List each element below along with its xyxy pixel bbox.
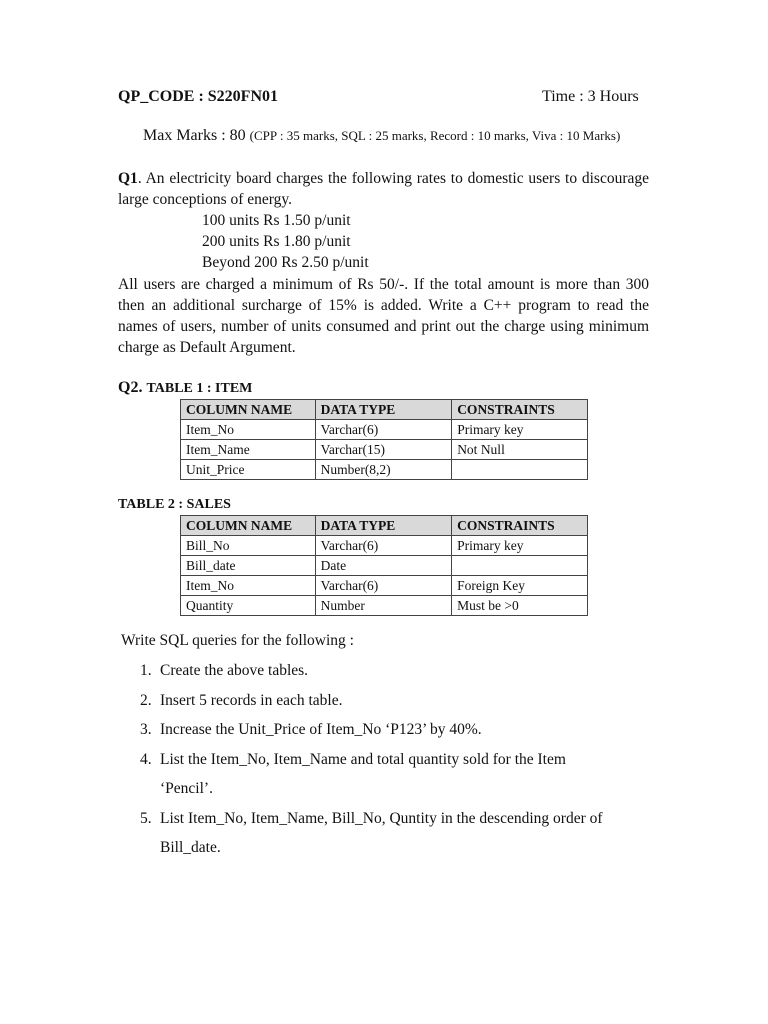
cell: Varchar(6) (315, 420, 452, 440)
sql-instruction: Write SQL queries for the following : (121, 632, 354, 649)
cell: Varchar(6) (315, 536, 452, 556)
header-constraints: CONSTRAINTS (452, 516, 588, 536)
q1-intro (118, 168, 649, 210)
header-column-name: COLUMN NAME (181, 400, 316, 420)
table-row (181, 420, 588, 440)
rate-2: 200 units Rs 1.80 p/unit (202, 233, 351, 250)
cell: Number(8,2) (315, 460, 452, 480)
header-data-type: DATA TYPE (315, 400, 452, 420)
query-number: 1. (140, 662, 152, 679)
table-header-row (181, 516, 588, 536)
q2-label: Q2. (118, 379, 143, 396)
cell: Item_No (181, 420, 316, 440)
query-text (160, 804, 603, 863)
cell: Date (315, 556, 452, 576)
max-marks: Max Marks : 80 (143, 127, 246, 144)
cell (452, 556, 588, 576)
cell: Varchar(15) (315, 440, 452, 460)
cell: Bill_No (181, 536, 316, 556)
cell: Item_Name (181, 440, 316, 460)
table-row (181, 536, 588, 556)
header-constraints: CONSTRAINTS (452, 400, 588, 420)
cell: Foreign Key (452, 576, 588, 596)
q1-body: All users are charged a minimum of Rs 50/-. If the total amount is more than 300 then an additional surcharge of 15% is added. Write a C++ program to read the names of users, number of units consumed and print out the charge using minimum charge as Default Argument. (118, 276, 649, 356)
query-line: Insert 5 records in each table. (160, 691, 343, 709)
q1-intro-text: . An electricity board charges the following rates to domestic users to discourage large conceptions of energy. (118, 170, 649, 208)
rate-3: Beyond 200 Rs 2.50 p/unit (202, 254, 369, 271)
query-text (160, 656, 308, 686)
cell: Bill_date (181, 556, 316, 576)
cell: Unit_Price (181, 460, 316, 480)
cell: Item_No (181, 576, 316, 596)
table-row (181, 460, 588, 480)
item-table (180, 399, 588, 480)
header-column-name: COLUMN NAME (181, 516, 316, 536)
qp-code: QP_CODE : S220FN01 (118, 88, 278, 105)
query-line: ‘Pencil’. (160, 780, 213, 797)
query-number: 3. (140, 721, 152, 738)
table-header-row (181, 400, 588, 420)
q1-label: Q1 (118, 170, 138, 187)
list-item (140, 804, 660, 863)
cell: Quantity (181, 596, 316, 616)
query-line: List Item_No, Item_Name, Bill_No, Quntity in the descending order of (160, 809, 603, 827)
table-row (181, 576, 588, 596)
cell (452, 460, 588, 480)
q2-heading (118, 379, 252, 397)
query-number: 2. (140, 691, 152, 709)
table-row (181, 596, 588, 616)
max-marks-line (143, 127, 620, 145)
cell: Varchar(6) (315, 576, 452, 596)
cell: Number (315, 596, 452, 616)
query-text (160, 715, 482, 745)
marks-breakdown: (CPP : 35 marks, SQL : 25 marks, Record : 10 marks, Viva : 10 Marks) (249, 128, 621, 143)
query-line: Bill_date. (160, 839, 221, 856)
table1-title: TABLE 1 : ITEM (146, 381, 253, 396)
header-data-type: DATA TYPE (315, 516, 452, 536)
rate-1: 100 units Rs 1.50 p/unit (202, 212, 351, 229)
list-item (140, 656, 660, 686)
table-row (181, 556, 588, 576)
query-line: Create the above tables. (160, 662, 309, 679)
query-line: List the Item_No, Item_Name and total quantity sold for the Item (160, 750, 566, 768)
cell: Primary key (452, 536, 588, 556)
list-item (140, 686, 660, 716)
query-text (160, 745, 566, 804)
query-line: Increase the Unit_Price of Item_No ‘P123’ by 40%. (160, 721, 482, 738)
cell: Must be >0 (452, 596, 588, 616)
sales-table (180, 515, 588, 616)
cell: Not Null (452, 440, 588, 460)
query-number: 4. (140, 750, 152, 768)
query-list (140, 656, 660, 863)
list-item (140, 715, 660, 745)
time-allowed: Time : 3 Hours (542, 88, 639, 105)
query-text (160, 686, 342, 716)
table-row (181, 440, 588, 460)
table2-title: TABLE 2 : SALES (118, 497, 231, 512)
list-item (140, 745, 660, 804)
query-number: 5. (140, 809, 152, 827)
cell: Primary key (452, 420, 588, 440)
